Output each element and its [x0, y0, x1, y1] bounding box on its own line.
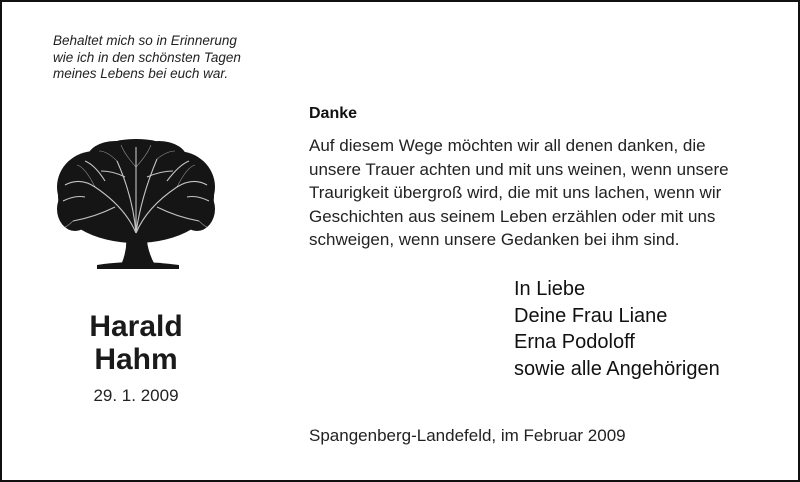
first-name: Harald [89, 310, 183, 343]
memorial-quote [53, 33, 283, 83]
last-name: Hahm [94, 343, 178, 376]
signature-block [514, 276, 720, 382]
signature-line: sowie alle Angehörigen [514, 357, 720, 380]
death-date: 29. 1. 2009 [93, 386, 179, 405]
signature-line: Erna Podoloff [514, 331, 635, 353]
tree-icon [55, 137, 217, 275]
thanks-line: Geschichten aus seinem Leben erzählen oder mit uns [309, 206, 716, 226]
deceased-name [60, 310, 212, 376]
place-and-date: Spangenberg-Landefeld, im Februar 2009 [309, 426, 626, 445]
thanks-text [309, 134, 751, 252]
thanks-line: Auf diesem Wege möchten wir all denen danken, die [309, 136, 706, 155]
quote-line: meines Lebens bei euch war. [53, 66, 229, 81]
thanks-heading: Danke [309, 105, 358, 122]
signature-line: Deine Frau Liane [514, 304, 668, 327]
thanks-line: schweigen, wenn unsere Gedanken bei ihm sind. [309, 230, 680, 249]
quote-line: Behaltet mich so in Erinnerung [53, 33, 237, 48]
thanks-line: Traurigkeit übergroß wird, die mit uns lachen, wenn wir [309, 183, 722, 202]
quote-line: wie ich in den schönsten Tagen [53, 49, 241, 65]
signature-line: In Liebe [514, 278, 586, 300]
thanks-line: unsere Trauer achten und mit uns weinen, wenn unsere [309, 159, 729, 179]
